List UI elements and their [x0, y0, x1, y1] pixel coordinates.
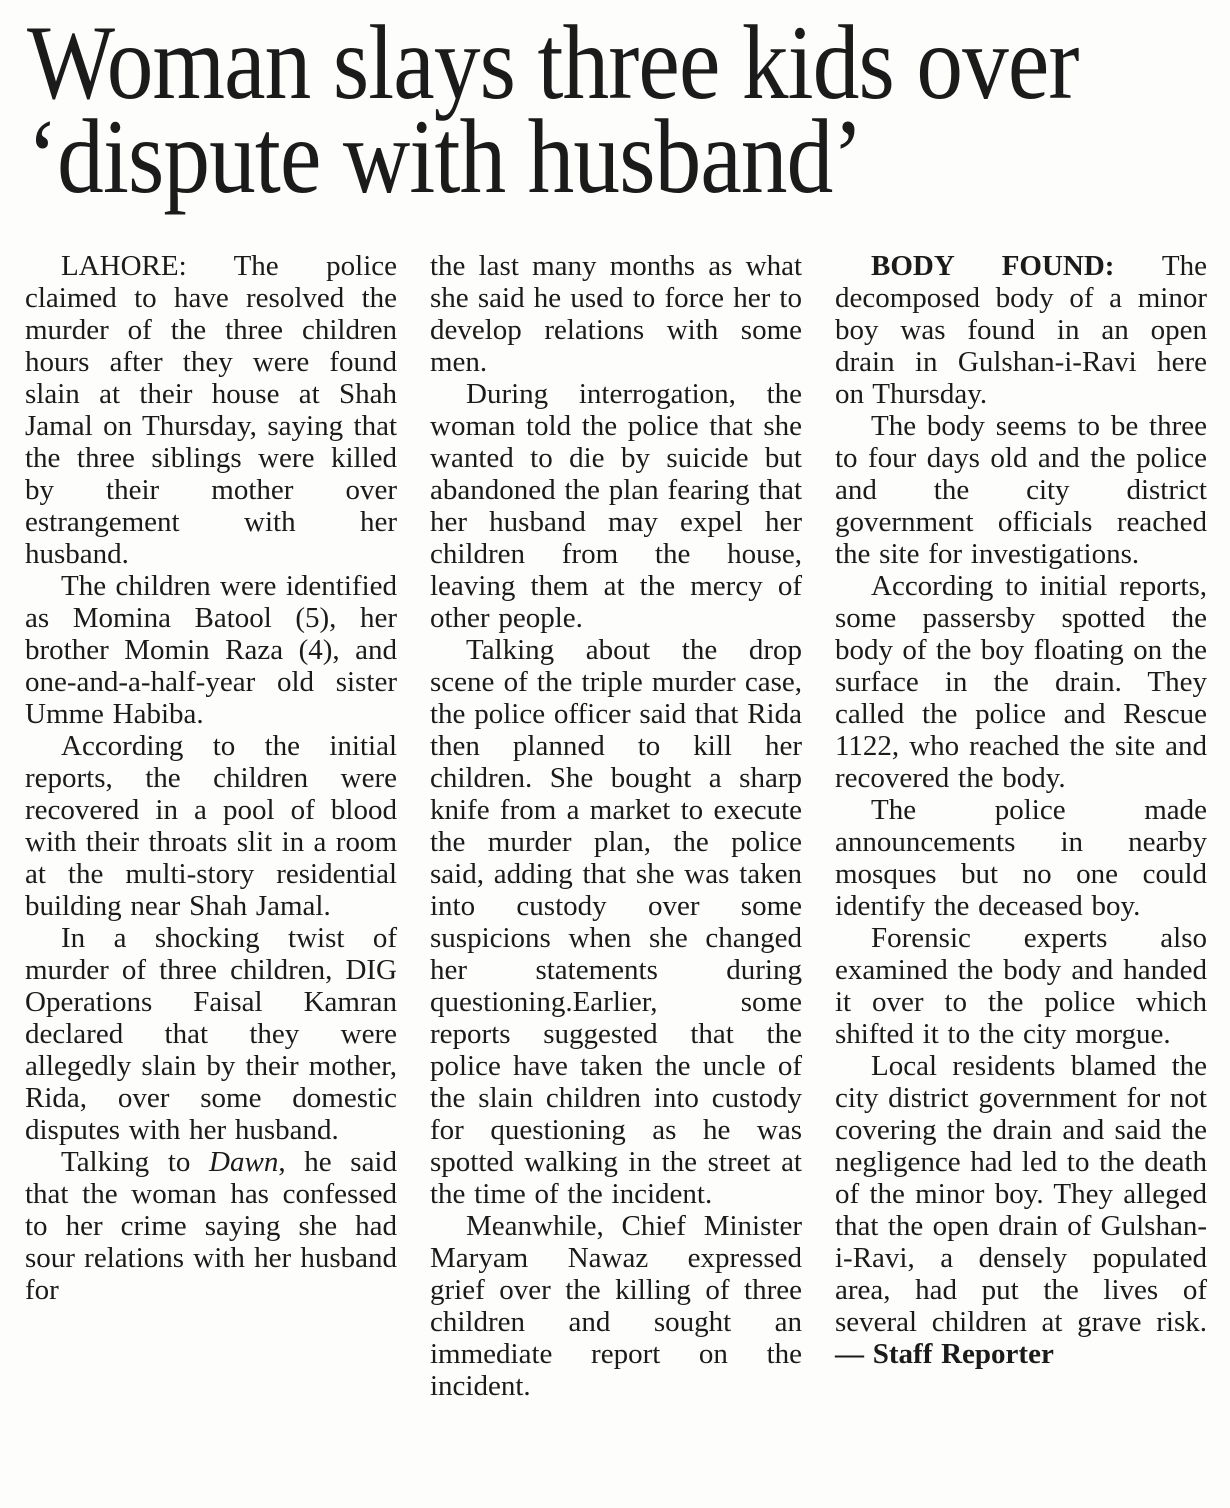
paragraph — [835, 1050, 1207, 1370]
text-segment: During interrogation, the woman told the police that she wanted to die by suicide but abandoned the plan fearing that her husband may expel her children from the house, leaving them at the mercy of other people. — [430, 378, 802, 634]
paragraph — [25, 570, 397, 730]
paragraph — [835, 794, 1207, 922]
text-segment: The decomposed body of a minor boy was found in an open drain in Gulshan-i-Ravi here on Thursday. — [835, 250, 1207, 410]
paragraph — [835, 250, 1207, 410]
text-segment: The body seems to be three to four days old and the police and the city district government officials reached the site for investigations. — [835, 410, 1207, 570]
paragraph — [430, 250, 802, 378]
text-segment: The children were identified as Momina Batool (5), her brother Momin Raza (4), and one-and-a-half-year old sister Umme Habiba. — [25, 570, 397, 730]
paragraph — [25, 1146, 397, 1306]
text-segment: Talking to — [61, 1146, 210, 1178]
text-segment: Meanwhile, Chief Minister Maryam Nawaz expressed grief over the killing of three children and sought an immediate report on the incident. — [430, 1210, 802, 1402]
headline-line-1: Woman slays three kids over — [27, 4, 1079, 121]
text-segment: BODY FOUND: — [871, 250, 1115, 282]
text-segment: Dawn — [209, 1146, 279, 1178]
paragraph — [835, 570, 1207, 794]
paragraph — [835, 922, 1207, 1050]
text-segment: Local residents blamed the city district government for not covering the drain and said the negligence had led to the death of the minor boy. They alleged that the open drain of Gulshan-i-Ravi, a densely populated area, had put the lives of several children at grave risk. — [835, 1050, 1207, 1338]
text-segment: Talking about the drop scene of the triple murder case, the police officer said that Rida then planned to kill her children. She bought a sharp knife from a market to execute the murder plan, the police said, adding that she was taken into custody over some suspicions when she changed her statements during questioning.Earlier, some reports suggested that the police have taken the uncle of the slain children into custody for questioning as he was spotted walking in the street at the time of the incident. — [430, 634, 802, 1210]
text-segment: LAHORE: The police claimed to have resolved the murder of the three children hours after they were found slain at their house at Shah Jamal on Thursday, saying that the three siblings were killed by their mother over estrangement with her husband. — [25, 250, 397, 570]
paragraph — [25, 730, 397, 922]
text-segment: — Staff Reporter — [835, 1338, 1054, 1370]
paragraph — [430, 378, 802, 634]
paragraph — [835, 410, 1207, 570]
paragraph — [430, 634, 802, 1210]
article-column-3 — [835, 250, 1207, 1402]
text-segment: According to the initial reports, the children were recovered in a pool of blood with their throats slit in a room at the multi-story residential building near Shah Jamal. — [25, 730, 397, 922]
paragraph — [25, 250, 397, 570]
text-segment: In a shocking twist of murder of three children, DIG Operations Faisal Kamran declared that they were allegedly slain by their mother, Rida, over some domestic disputes with her husband. — [25, 922, 397, 1146]
paragraph — [430, 1210, 802, 1402]
text-segment: According to initial reports, some passersby spotted the body of the boy floating on the surface in the drain. They called the police and Rescue 1122, who reached the site and recovered the body. — [835, 570, 1207, 794]
text-segment: , he said that the woman has confessed to her crime saying she had sour relations with her husband for — [25, 1146, 397, 1306]
headline-line-2: ‘dispute with husband’ — [27, 98, 863, 215]
text-segment: the last many months as what she said he used to force her to develop relations with some men. — [430, 250, 802, 378]
text-segment: The police made announcements in nearby mosques but no one could identify the deceased boy. — [835, 794, 1207, 922]
article-column-1 — [25, 250, 397, 1402]
article-column-2 — [430, 250, 802, 1402]
article-body — [25, 250, 1205, 1402]
text-segment: Forensic experts also examined the body and handed it over to the police which shifted it to the city morgue. — [835, 922, 1207, 1050]
headline — [27, 4, 1206, 215]
paragraph — [25, 922, 397, 1146]
